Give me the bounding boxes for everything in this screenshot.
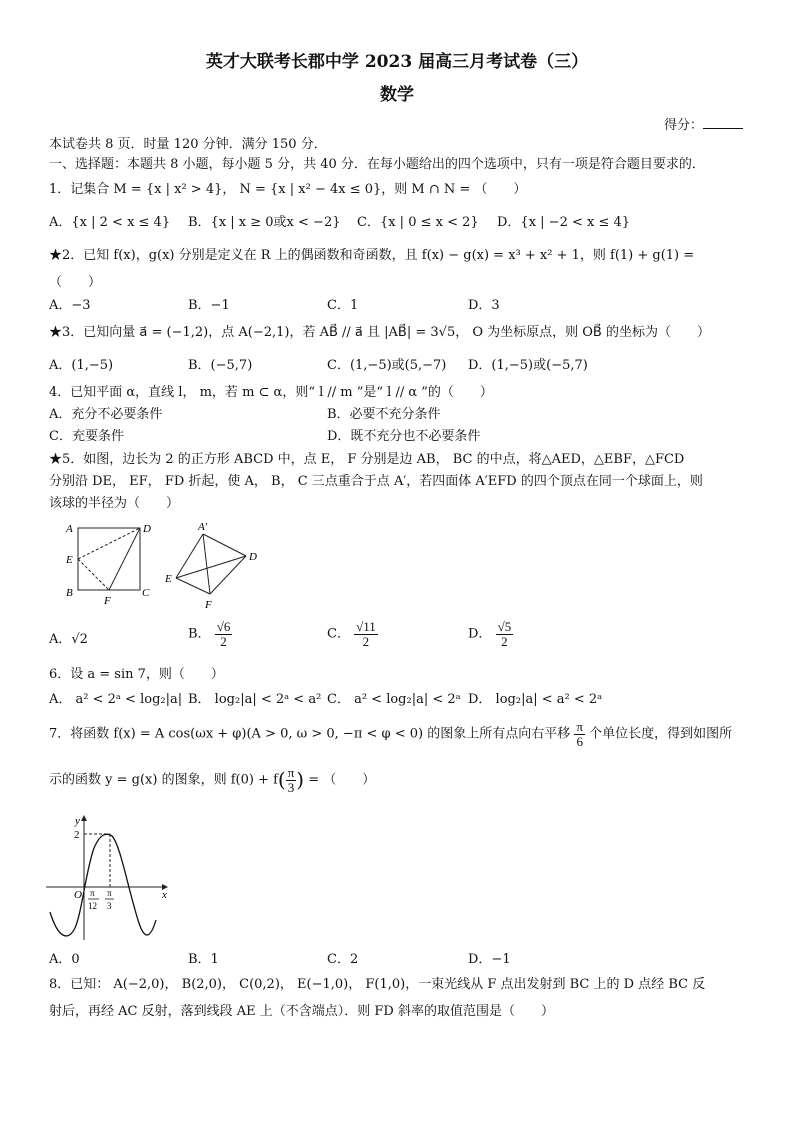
q5-tetrahedron-figure [176,534,246,594]
q5-square-figure [78,528,140,590]
fig-label-e-right: E [165,573,172,585]
q7-y-label: y [75,815,80,827]
q7-stem-b: 个单位长度，得到如图所 [589,726,733,742]
q2-option-a: A．−3 [49,298,91,313]
question-5-line-2: 分别沿 DE， EF， FD 折起，使 A， B， C 三点重合于点 A′，若四面体 A′EFD 的四个顶点在同一个球面上，则 [49,474,703,489]
fig-label-a: A [66,523,73,535]
fig-label-a-prime: A′ [198,521,208,533]
q7-curve [50,834,156,936]
q7-tick2-num: π [107,888,112,898]
question-5-line-3: 该球的半径为（ ） [49,496,180,511]
question-8-line-2: 射后，再经 AC 反射，落到线段 AE 上（不含端点）．则 FD 斜率的取值范围是（ ） [49,1004,554,1019]
q1-option-d: D．{x | −2 < x ≤ 4} [497,215,631,230]
q6-option-a: A． a² < 2ᵃ < log₂|a| [49,692,183,707]
question-7-line-2: 示的函数 y = g(x) 的图象，则 f(0) + f( $\frac{\pi}{3}$ ) = （ ） [49,765,376,795]
fig-label-d-right: D [249,551,257,563]
q3-option-d: D．(1,−5)或(−5,7) [468,358,588,373]
question-2-stem: ★2．已知 f(x)，g(x) 分别是定义在 R 上的偶函数和奇函数，且 f(x) − g(x) = x³ + x² + 1，则 f(1) + g(1) = [49,248,695,263]
score-field [664,116,743,134]
q2-option-b: B．−1 [188,298,230,313]
q5-option-b-num: √6 [216,619,231,634]
q7-y-arrow-icon [81,815,87,821]
q6-option-d: D． log₂|a| < a² < 2ᵃ [468,692,603,707]
q4-option-b: B．必要不充分条件 [327,407,441,422]
fig-label-f: F [104,595,111,607]
q4-option-a: A．充分不必要条件 [49,407,163,422]
q3-option-c: C．(1,−5)或(5,−7) [327,358,447,373]
question-5-line-1: ★5．如图，边长为 2 的正方形 ABCD 中，点 E， F 分别是边 AB， BC 的中点，将△AED，△EBF，△FCD [49,452,685,467]
q5-option-b [188,620,232,648]
q5-figure [58,520,268,612]
q7-tick1-num: π [90,888,95,898]
q1-option-b: B．{x | x ≥ 0或x < −2} [188,215,341,230]
q5-option-c-den: 2 [362,633,370,649]
q5-option-d-den: 2 [501,633,508,649]
q5-option-b-den: 2 [220,633,227,649]
question-8-line-1: 8．已知： A(−2,0)， B(2,0)， C(0,2)， E(−1,0)， F(1,0)，一束光线从 F 点出发射到 BC 上的 D 点经 BC 反 [49,977,706,992]
q5-option-b-fraction [215,620,233,648]
q6-option-b: B． log₂|a| < 2ᵃ < a² [188,692,322,707]
q5-option-d [468,620,513,648]
q5-option-d-num: √5 [497,619,512,634]
q2-option-d: D．3 [468,298,500,313]
q7-arg-num: π [287,765,295,780]
section-1-heading: 一、选择题：本题共 8 小题，每小题 5 分，共 40 分．在每小题给出的四个选项中，只有一项是符合题目要求的． [49,157,705,172]
q5-option-d-label: D． [468,626,492,642]
fig-label-f-right: F [205,599,212,611]
question-7-line-1 [49,720,732,748]
q5-option-c [327,620,378,648]
question-2-paren: （ ） [49,275,102,290]
exam-intro: 本试卷共 8 页．时量 120 分钟．满分 150 分． [49,137,327,152]
q7-option-a: A．0 [49,952,80,967]
fig-label-b: B [66,587,73,599]
q3-option-a: A．(1,−5) [49,358,114,373]
question-4-stem: 4．已知平面 α，直线 l， m，若 m ⊂ α，则“ l // m ”是“ l // α ”的（ ） [49,385,493,400]
q7-stem-a: 7．将函数 f(x) = A cos(ωx + φ)(A > 0, ω > 0, −π < φ < 0) 的图象上所有点向右平移 [49,726,571,742]
q7-tick1-den: 12 [88,901,97,911]
fig-label-d: D [143,523,151,535]
q7-line2-b: = （ ） [304,772,376,788]
subject-title: 数学 [380,85,414,105]
question-1-stem: 1．记集合 M = {x | x² > 4}， N = {x | x² − 4x ≤ 0}，则 M ∩ N = （ ） [49,182,527,197]
q7-option-d: D．−1 [468,952,511,967]
question-3-stem: ★3．已知向量 a⃗ = (−1,2)，点 A(−2,1)，若 AB⃗ // a⃗ 且 |AB⃗| = 3√5， O 为坐标原点，则 OB⃗ 的坐标为（ ） [49,325,710,340]
question-6-stem: 6．设 a = sin 7，则（ ） [49,667,224,682]
q5-option-d-fraction [496,620,514,648]
q7-shift-num: π [576,719,583,734]
exam-title: 英才大联考长郡中学 2023 届高三月考试卷（三） [205,52,589,72]
q7-graph [44,808,174,948]
fig-label-c: C [142,587,150,599]
score-blank [703,116,743,129]
q1-option-c: C．{x | 0 ≤ x < 2} [357,215,479,230]
q4-option-c: C．充要条件 [49,429,124,444]
fig-label-e: E [66,554,73,566]
q7-arg-den: 3 [287,779,295,795]
q5-option-c-fraction [354,620,378,648]
q7-option-c: C．2 [327,952,359,967]
q5-option-b-label: B． [188,626,211,642]
q5-option-c-num: √11 [356,619,376,634]
q7-ymax-label: 2 [74,829,80,841]
q3-option-b: B．(−5,7) [188,358,253,373]
q7-origin-label: O [74,889,82,901]
q7-shift-den: 6 [576,733,583,749]
q7-line2-a: 示的函数 y = g(x) 的图象，则 f(0) + f [49,772,278,788]
score-label: 得分： [664,118,704,133]
q7-arg-fraction [286,766,297,794]
q6-option-c: C． a² < log₂|a| < 2ᵃ [327,692,461,707]
q2-option-c: C．1 [327,298,359,313]
q7-option-b: B．1 [188,952,219,967]
q1-option-a: A．{x | 2 < x ≤ 4} [49,215,171,230]
q4-option-d: D．既不充分也不必要条件 [327,429,481,444]
q7-x-label: x [162,889,167,901]
q7-tick2-den: 3 [107,901,112,911]
q5-option-c-label: C． [327,626,350,642]
q5-option-a: A．√2 [49,632,88,647]
q7-shift-fraction [574,720,585,748]
